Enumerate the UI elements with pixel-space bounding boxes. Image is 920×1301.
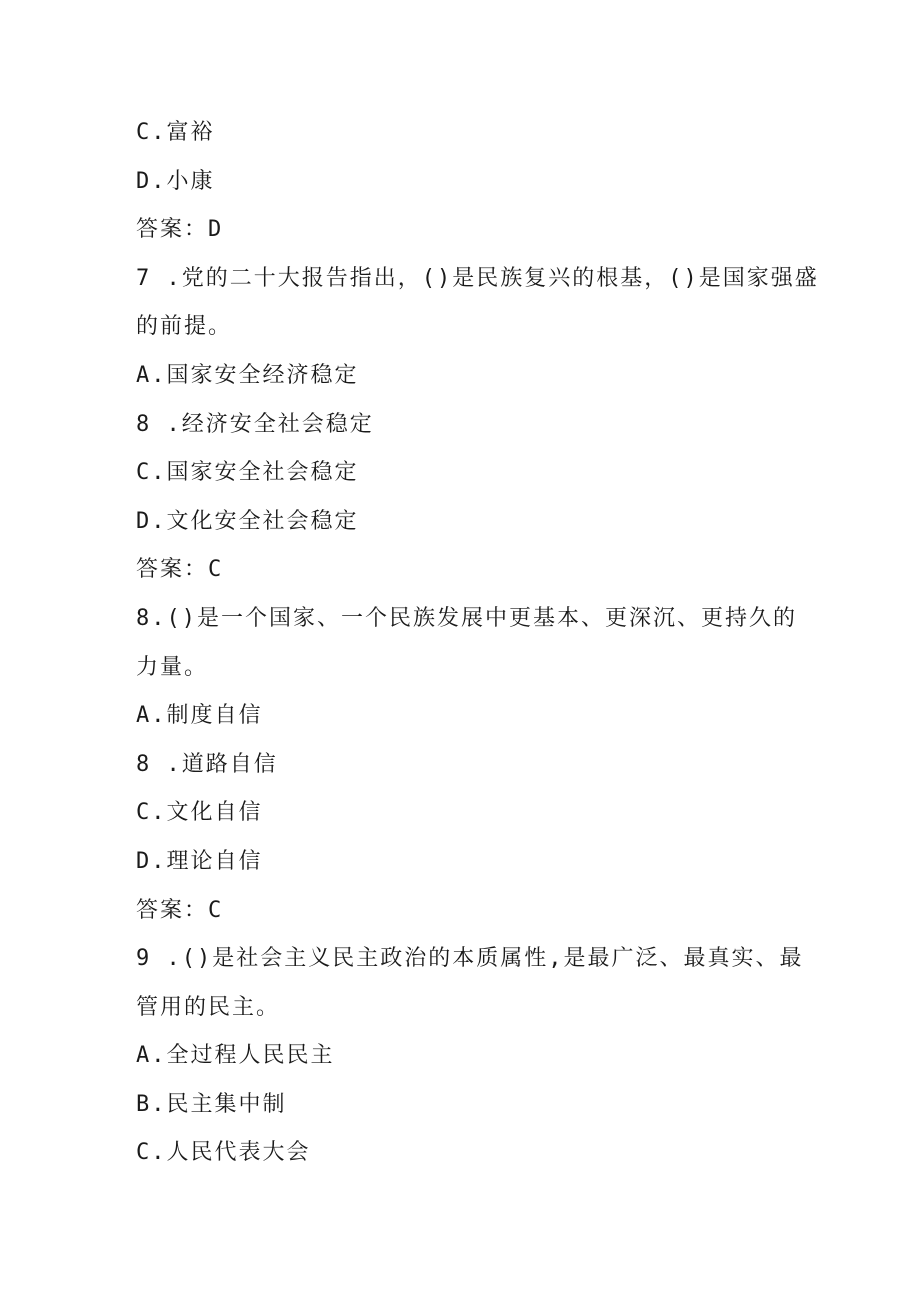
answer-line: 答案：C [136, 897, 224, 923]
option-b-line: 8 .经济安全社会稳定 [136, 411, 374, 437]
option-c-line: C.富裕 [136, 120, 215, 145]
option-d-line: D.文化安全社会稳定 [136, 508, 359, 534]
question-8-line-1: 8.()是一个国家、一个民族发展中更基本、更深沉、更持久的 [136, 605, 797, 631]
option-c-line: C.人民代表大会 [136, 1140, 311, 1166]
option-b-line: 8 .道路自信 [136, 751, 278, 777]
option-d-line: D.小康 [136, 168, 215, 194]
option-d-line: D.理论自信 [136, 848, 263, 874]
option-c-line: C.国家安全社会稳定 [136, 460, 359, 486]
option-a-line: A.全过程人民民主 [136, 1043, 335, 1069]
question-9-line-1: 9 .()是社会主义民主政治的本质属性,是最广泛、最真实、最 [136, 946, 804, 972]
option-c-line: C.文化自信 [136, 800, 263, 826]
option-a-line: A.国家安全经济稳定 [136, 362, 359, 388]
option-a-line: A.制度自信 [136, 703, 263, 729]
question-9-line-2: 管用的民主。 [136, 994, 281, 1020]
question-7-line-2: 的前提。 [136, 314, 233, 340]
document-page [136, 109, 819, 1178]
option-b-line: B.民主集中制 [136, 1091, 287, 1117]
question-7-line-1: 7 .党的二十大报告指出，()是民族复兴的根基，()是国家强盛 [136, 265, 819, 291]
answer-line: 答案：D [136, 217, 224, 243]
answer-line: 答案：C [136, 557, 224, 583]
question-8-line-2: 力量。 [136, 654, 209, 680]
